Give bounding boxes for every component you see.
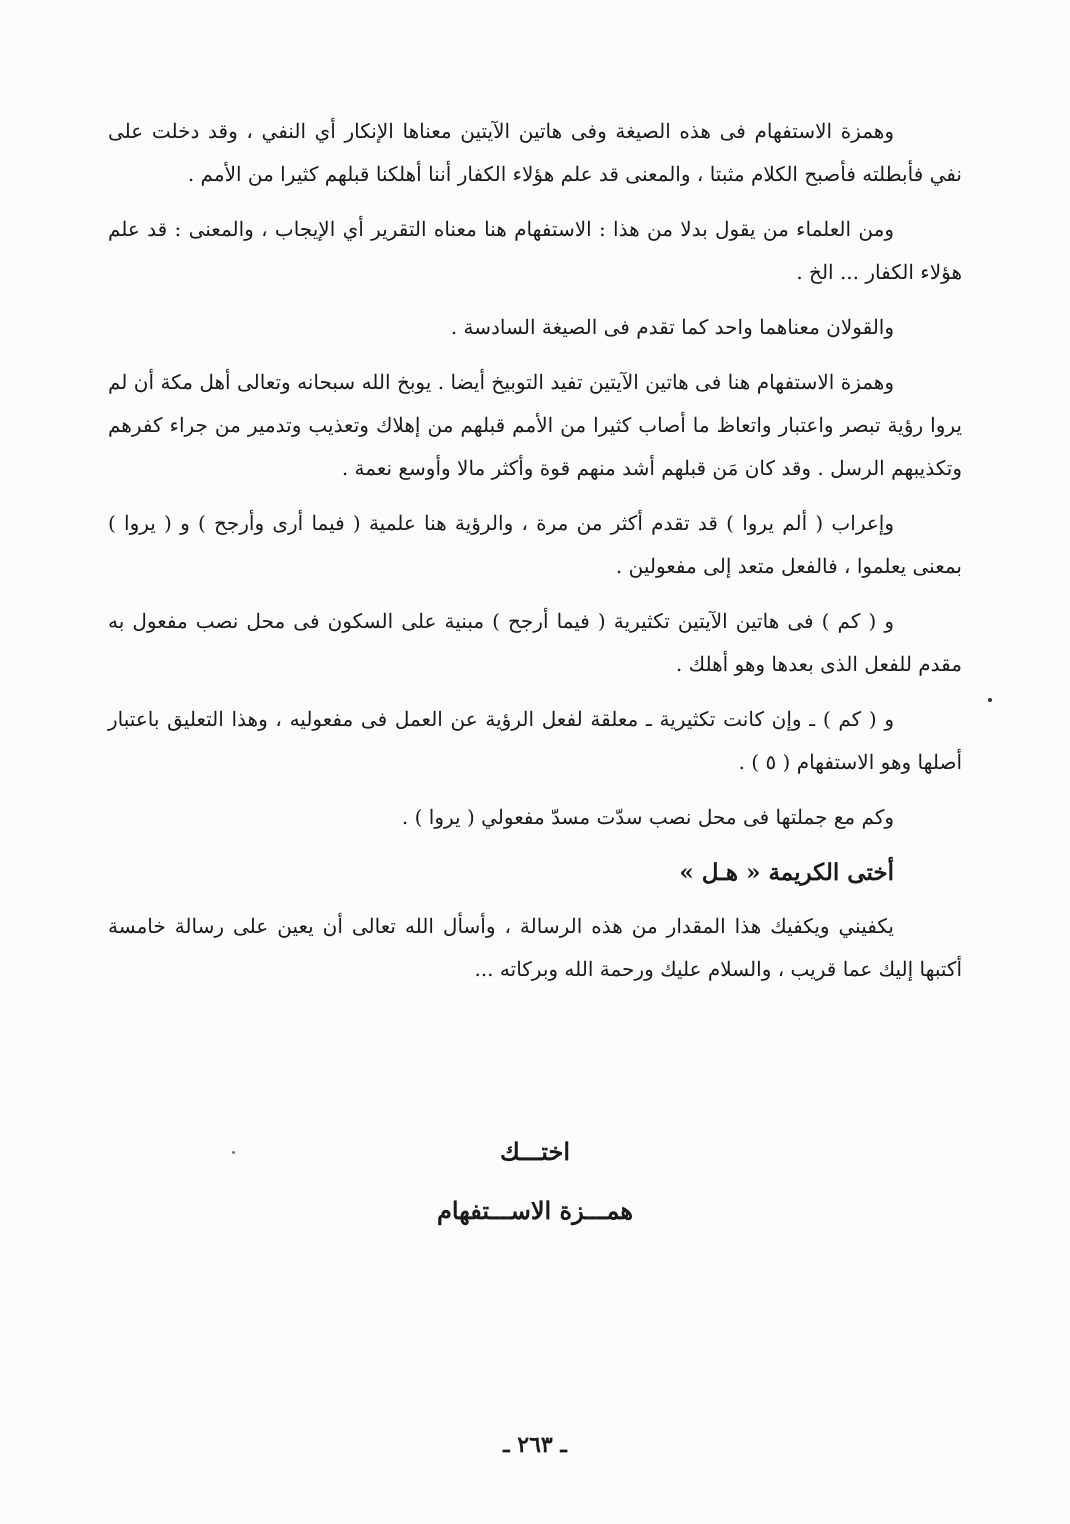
signoff-line-2: همـــزة الاســـتفهام [437, 1196, 633, 1225]
paragraph-7: و ( كم ) ـ وإن كانت تكثيرية ـ معلقة لفعل الرؤية عن العمل فى مفعوليه ، وهذا التعليق باعتبار أصلها وهو الاستفهام ( ٥ ) . [108, 707, 962, 774]
paragraph-5: وإعراب ( ألم يروا ) قد تقدم أكثر من مرة ، والرؤية هنا علمية ( فيما أرى وأرجح ) و ( يروا ) بمعنى يعلموا ، فالفعل متعد إلى مفعولين . [108, 511, 962, 578]
page-number: ـ ٢٦٣ ـ [503, 1432, 567, 1458]
closing-paragraph: يكفيني ويكفيك هذا المقدار من هذه الرسالة ، وأسأل الله تعالى أن يعين على رسالة خامسة أكتبها إليك عما قريب ، والسلام عليك ورحمة الله وبركاته ... [108, 914, 962, 981]
scan-speck [232, 1151, 235, 1154]
paragraph-2: ومن العلماء من يقول بدلا من هذا : الاستفهام هنا معناه التقرير أي الإيجاب ، والمعنى : قد علم هؤلاء الكفار ... الخ . [108, 217, 962, 284]
signoff-line-1: اختـــك [499, 1137, 571, 1166]
paragraph-1: وهمزة الاستفهام فى هذه الصيغة وفى هاتين الآيتين معناها الإنكار أي النفي ، وقد دخلت على نفي فأبطلته فأصبح الكلام مثبتا ، والمعنى قد علم هؤلاء الكفار أننا أهلكنا قبلهم كثيرا من الأمم . [108, 119, 962, 186]
paragraph-4: وهمزة الاستفهام هنا فى هاتين الآيتين تفيد التوبيخ أيضا . يوبخ الله سبحانه وتعالى أهل مكة أن لم يروا رؤية تبصر واعتبار واتعاظ ما أصاب كثيرا من الأمم قبلهم من إهلاك وتعذيب وتدمير من جراء كفرهم وتكذيبهم الرسل . وقد كان مَن قبلهم أشد منهم قوة وأكثر مالا وأوسع نعمة . [108, 370, 962, 480]
paragraph-8: وكم مع جملتها فى محل نصب سدّت مسدّ مفعولي ( يروا ) . [401, 805, 894, 829]
section-heading: أختى الكريمة « هـل » [679, 859, 894, 886]
paragraph-3: والقولان معناهما واحد كما تقدم فى الصيغة السادسة . [450, 315, 894, 339]
scan-speck [988, 698, 992, 702]
body-text [108, 110, 962, 991]
paragraph-6: و ( كم ) فى هاتين الآيتين تكثيرية ( فيما أرجح ) مبنية على السكون فى محل نصب مفعول به مقدم للفعل الذى بعدها وهو أهلك . [108, 609, 962, 676]
